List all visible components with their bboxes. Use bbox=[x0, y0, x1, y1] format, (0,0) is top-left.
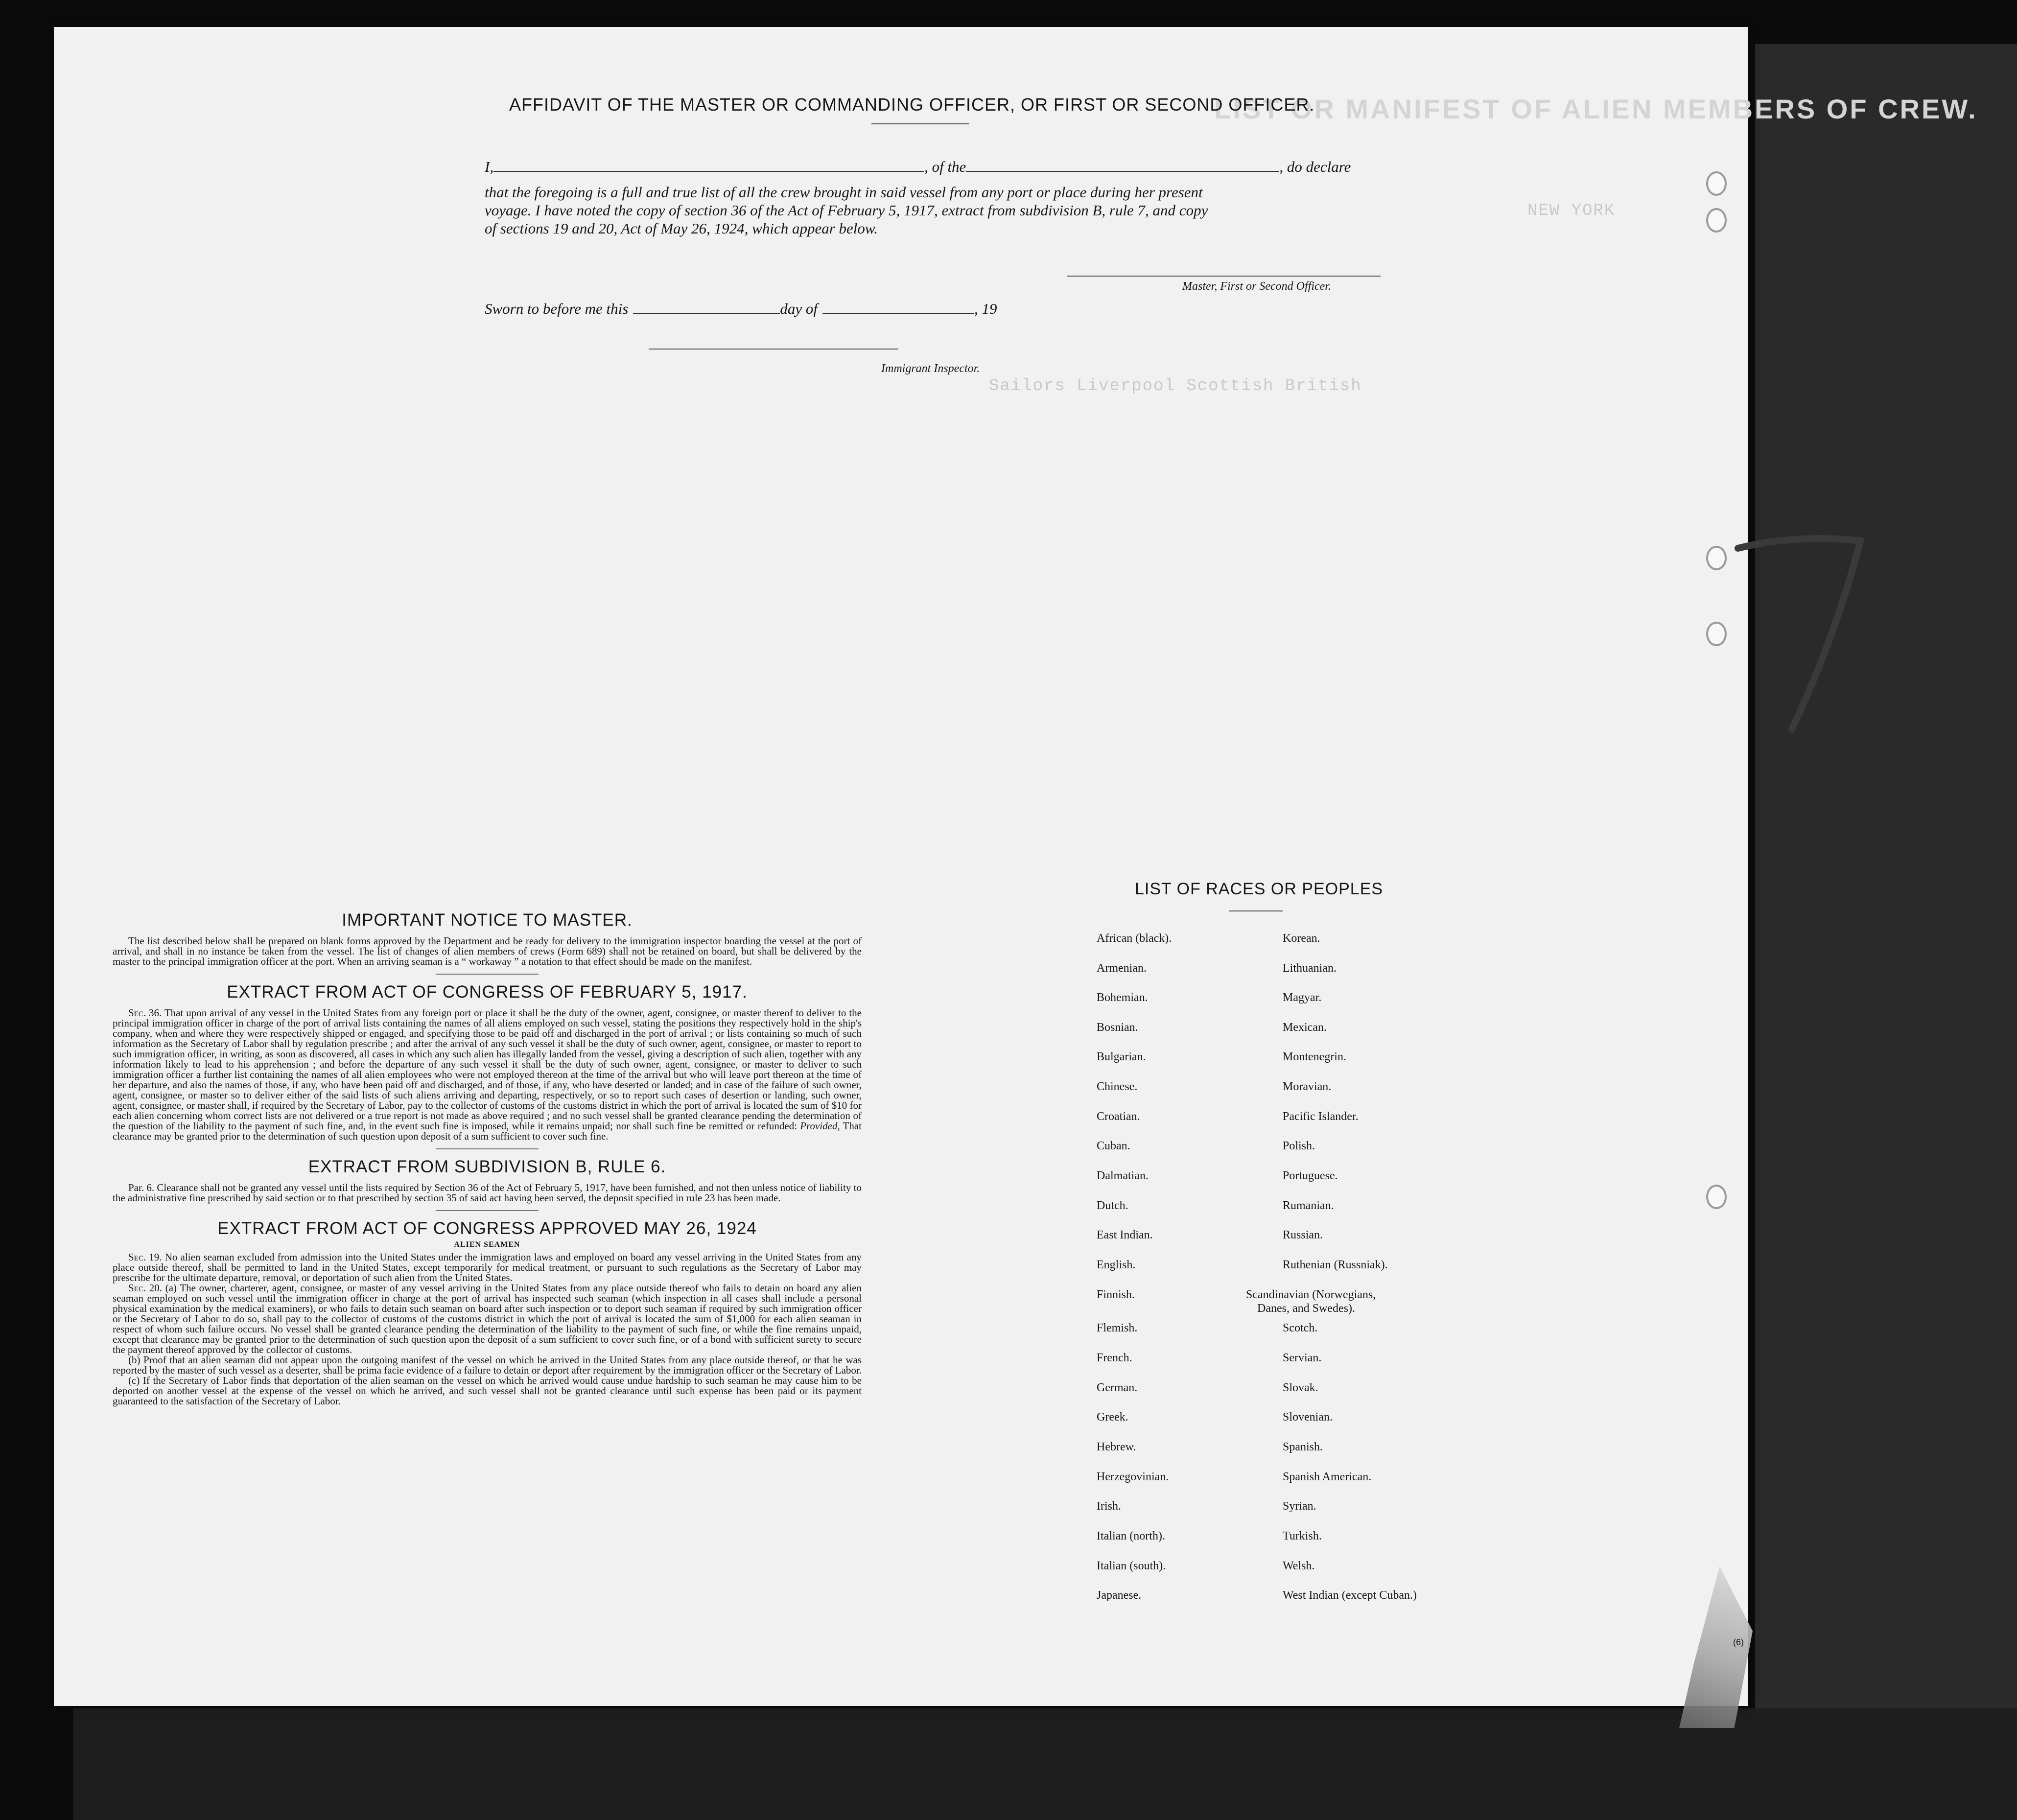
race-item: Scotch. bbox=[1283, 1322, 1318, 1334]
race-item: Welsh. bbox=[1283, 1560, 1315, 1572]
race-item: Korean. bbox=[1283, 932, 1320, 945]
race-item: Hebrew. bbox=[1097, 1441, 1136, 1453]
race-item: Italian (north). bbox=[1097, 1530, 1165, 1542]
races-list-title: LIST OF RACES OR PEOPLES bbox=[1135, 880, 1384, 898]
race-item: Magyar. bbox=[1283, 991, 1322, 1004]
race-item: Armenian. bbox=[1097, 962, 1147, 975]
sec-20a-text bbox=[113, 1283, 862, 1355]
sworn-line bbox=[485, 296, 997, 322]
race-item: Danes, and Swedes). bbox=[1257, 1302, 1355, 1315]
affidavit-of-the-label: , of the bbox=[924, 158, 966, 175]
race-item: Italian (south). bbox=[1097, 1560, 1166, 1572]
affidavit-line-2: that the foregoing is a full and true list of all the crew brought in said vessel from any port or place during her present bbox=[485, 184, 1203, 201]
race-item: Croatian. bbox=[1097, 1110, 1140, 1123]
affidavit-title: AFFIDAVIT OF THE MASTER OR COMMANDING OFFICER, OR FIRST OR SECOND OFFICER. bbox=[509, 94, 1315, 115]
race-item: Slovak. bbox=[1283, 1381, 1318, 1394]
section-divider bbox=[436, 1210, 539, 1211]
race-item: Moravian. bbox=[1283, 1080, 1332, 1093]
race-item: West Indian (except Cuban.) bbox=[1283, 1589, 1417, 1602]
sworn-day-of-label: day of bbox=[780, 300, 818, 317]
race-item: Pacific Islander. bbox=[1283, 1110, 1359, 1123]
affidavit-line-1 bbox=[485, 154, 1351, 180]
extract-1924-title: EXTRACT FROM ACT OF CONGRESS APPROVED MAY 26, 1924 bbox=[217, 1219, 757, 1238]
legal-notices-column bbox=[113, 910, 862, 1406]
race-item: Bohemian. bbox=[1097, 991, 1148, 1004]
affidavit-do-declare-label: , do declare bbox=[1279, 158, 1351, 175]
sec-20a-body: (a) The owner, charterer, agent, consignee, or master of any vessel arriving in the United States from any place outside thereof who fails to detain on board any alien seaman employed on such vessel until the immigration officer in charge at the port of arrival has inspected such seaman (which inspection in all cases shall include a personal physical examination by the medical examiners), or who fails to detain such seaman on board after such inspection or to deport such seaman if required by such immigration officer or the Secretary of Labor to do so, shall pay to the collector of customs of the customs district in which the port of arrival is located the sum of $1,000 for each alien seaman in respect of whom such failure occurs. No vessel shall be granted clearance pending the determination of the liability to the payment of such fine, or while the fine remains unpaid, except that clearance may be granted prior to the determination of such question upon the deposit of a sum sufficient to cover such fine, or of a bond with sufficient surety to secure the payment thereof approved by the collector of customs. bbox=[113, 1282, 862, 1355]
race-item: African (black). bbox=[1097, 932, 1172, 945]
scanner-edge-right bbox=[1755, 44, 2017, 1820]
race-item: Syrian. bbox=[1283, 1500, 1316, 1513]
page-number: (6) bbox=[1733, 1637, 1744, 1647]
punch-hole bbox=[1706, 546, 1727, 570]
sec-36-label: Sec. 36. bbox=[128, 1007, 162, 1019]
race-item: Japanese. bbox=[1097, 1589, 1142, 1602]
race-item: Ruthenian (Russniak). bbox=[1283, 1259, 1388, 1271]
race-item: English. bbox=[1097, 1259, 1136, 1271]
punch-hole bbox=[1706, 1185, 1727, 1209]
race-item: Flemish. bbox=[1097, 1322, 1138, 1334]
sworn-month-field[interactable] bbox=[822, 299, 974, 314]
race-item: Dutch. bbox=[1097, 1199, 1128, 1212]
document-page bbox=[54, 27, 1748, 1706]
extract-1917-text bbox=[113, 1008, 862, 1142]
important-notice-title: IMPORTANT NOTICE TO MASTER. bbox=[342, 910, 633, 930]
sworn-year-label: , 19 bbox=[974, 300, 997, 317]
race-item: Cuban. bbox=[1097, 1140, 1130, 1152]
race-item: Spanish American. bbox=[1283, 1470, 1372, 1483]
race-item: Montenegrin. bbox=[1283, 1050, 1346, 1063]
race-item: Servian. bbox=[1283, 1352, 1322, 1364]
sec-19-text bbox=[113, 1252, 862, 1283]
important-notice-text: The list described below shall be prepared on blank forms approved by the Department and be ready for delivery to the immigration inspector boarding the vessel at the port of arrival, and shall in no instance be taken from the vessel. The list of changes of alien members of crews (Form 689) shall not be retained on board, but shall be delivered by the master to the principal immigration officer at the port. When an arriving seaman is a “ workaway ” a notation to that effect should be made on the manifest. bbox=[113, 935, 862, 967]
bleed-through-row: Sailors Liverpool Scottish British bbox=[989, 377, 1362, 396]
race-item: Dalmatian. bbox=[1097, 1169, 1149, 1182]
inspector-signature-label: Immigrant Inspector. bbox=[881, 362, 980, 375]
sworn-day-field[interactable] bbox=[633, 299, 780, 314]
race-item: Bosnian. bbox=[1097, 1021, 1138, 1034]
sworn-prefix: Sworn to before me this bbox=[485, 300, 629, 317]
vessel-name-field[interactable] bbox=[966, 157, 1279, 172]
race-item: Chinese. bbox=[1097, 1080, 1138, 1093]
race-item: Turkish. bbox=[1283, 1530, 1322, 1542]
race-item: French. bbox=[1097, 1352, 1132, 1364]
master-signature-label: Master, First or Second Officer. bbox=[1182, 280, 1331, 293]
race-item: Portuguese. bbox=[1283, 1169, 1338, 1182]
bleed-through-header: LIST OR MANIFEST OF ALIEN MEMBERS OF CREW. bbox=[1214, 93, 1978, 124]
race-item: German. bbox=[1097, 1381, 1138, 1394]
sec-20c-text: (c) If the Secretary of Labor finds that deportation of the alien seaman on the vessel on which he arrived would cause undue hardship to such seaman he may cause him to be deported on another vessel at the expense of the vessel on which he arrived, and such vessel shall not be granted clearance until such expense has been paid or its payment guaranteed to the satisfaction of the Secretary of Labor. bbox=[113, 1375, 862, 1407]
bleed-through-port: NEW YORK bbox=[1527, 202, 1616, 220]
race-item: East Indian. bbox=[1097, 1229, 1153, 1241]
race-item: Finnish. bbox=[1097, 1288, 1135, 1301]
punch-hole bbox=[1706, 622, 1727, 646]
race-item: Bulgarian. bbox=[1097, 1050, 1146, 1063]
race-item: Slovenian. bbox=[1283, 1411, 1333, 1423]
master-name-field[interactable] bbox=[493, 157, 924, 172]
sec-19-label: Sec. 19. bbox=[128, 1251, 162, 1263]
extract-rule6-title: EXTRACT FROM SUBDIVISION B, RULE 6. bbox=[308, 1157, 666, 1176]
extract-1917-title: EXTRACT FROM ACT OF CONGRESS OF FEBRUARY 5, 1917. bbox=[227, 982, 748, 1002]
race-item: Mexican. bbox=[1283, 1021, 1327, 1034]
races-title-rule bbox=[1229, 910, 1283, 911]
master-signature-line bbox=[1067, 276, 1381, 277]
bleed-through-handwritten-seven bbox=[1733, 529, 1865, 734]
race-item: Scandinavian (Norwegians, bbox=[1246, 1288, 1376, 1301]
section-divider bbox=[436, 974, 539, 975]
affidavit-i-label: I, bbox=[485, 158, 494, 175]
affidavit-line-3: voyage. I have noted the copy of section 36 of the Act of February 5, 1917, extract from subdivision B, rule 7, and copy bbox=[485, 202, 1208, 219]
race-item: Polish. bbox=[1283, 1140, 1315, 1152]
provided-body: That clearance may be granted prior to the determination of such question upon deposit of a sum sufficient to cover such fine. bbox=[113, 1120, 862, 1142]
provided-label: Provided, bbox=[800, 1120, 840, 1132]
punch-hole bbox=[1706, 171, 1727, 196]
section-divider bbox=[436, 1148, 539, 1149]
sec-19-body: No alien seaman excluded from admission into the United States under the immigration laws and employed on board any vessel arriving in the United States from any place outside thereof, shall be permitted to land in the United States, except temporarily for medical treatment, or pursuant to such regulations as the Secretary of Labor may prescribe for the ultimate departure, removal, or deportation of such alien from the United States. bbox=[113, 1251, 862, 1283]
sec-20-label: Sec. 20. bbox=[128, 1282, 163, 1294]
affidavit-line-4: of sections 19 and 20, Act of May 26, 1924, which appear below. bbox=[485, 220, 878, 237]
race-item: Greek. bbox=[1097, 1411, 1128, 1423]
sec-36-body: That upon arrival of any vessel in the United States from any foreign port or place it shall be the duty of the owner, agent, consignee, or master thereof to deliver to the principal immigration officer in charge of the port of arrival lists containing the names of all aliens employed on such vessel, stating the positions they respectively hold in the ship's company, when and where they were respectively shipped or engaged, and specifying those to be paid off and discharged in the port of arrival ; or lists containing so much of such information as the Secretary of Labor shall by regulation prescribe ; and after the arrival of any such vessel it shall be the duty of such owner, agent, consignee, or master to report to such immigration officer, in writing, as soon as discovered, all cases in which any such alien has illegally landed from the vessel, giving a description of such alien, together with any information likely to lead to his apprehension ; and before the departure of any such vessel it shall be the duty of such owner, agent, consignee, or master to deliver to such immigration officer a further list containing the names of all alien employees who were not employed thereon at the time of the arrival but who will leave port thereon at the time of her departure, and also the names of those, if any, who have been paid off and discharged, and of those, if any, who have deserted or landed; and in case of the failure of such owner, agent, consignee, or master so to deliver either of the said lists of such aliens arriving and departing, respectively, or so to report such cases of desertion or landing, such owner, agent, consignee, or master shall, if required by the Secretary of Labor, pay to the collector of customs of the customs district in which the port of arrival is located the sum of $10 for each alien concerning whom correct lists are not delivered or a true report is not made as above required ; and no such vessel shall be granted clearance pending the determination of the question of the liability to the payment of such fine, and, in the event such fine is imposed, while it remains unpaid; nor shall such fine be remitted or refunded: bbox=[113, 1007, 862, 1132]
inspector-signature-line bbox=[649, 349, 898, 350]
alien-seamen-subtitle: ALIEN SEAMEN bbox=[454, 1240, 520, 1249]
extract-rule6-text: Par. 6. Clearance shall not be granted any vessel until the lists required by Section 36 of the Act of February 5, 1917, have been furnished, and not then unless notice of liability to the administrative fine prescribed by said section or to that prescribed by section 35 of said act having been served, the deposit specified in rule 23 has been made. bbox=[113, 1182, 862, 1204]
sec-20b-text: (b) Proof that an alien seaman did not appear upon the outgoing manifest of the vessel on which he arrived in the United States from any place outside thereof, or that he was reported by the master of such vessel as a deserter, shall be prima facie evidence of a failure to detain or deport after requirement by the immigration officer or the Secretary of Labor. bbox=[113, 1354, 862, 1376]
race-item: Herzegovinian. bbox=[1097, 1470, 1169, 1483]
punch-hole bbox=[1706, 208, 1727, 233]
affidavit-title-rule bbox=[871, 123, 969, 124]
race-item: Lithuanian. bbox=[1283, 962, 1337, 975]
race-item: Russian. bbox=[1283, 1229, 1323, 1241]
race-item: Rumanian. bbox=[1283, 1199, 1334, 1212]
race-item: Irish. bbox=[1097, 1500, 1121, 1513]
race-item: Spanish. bbox=[1283, 1441, 1323, 1453]
